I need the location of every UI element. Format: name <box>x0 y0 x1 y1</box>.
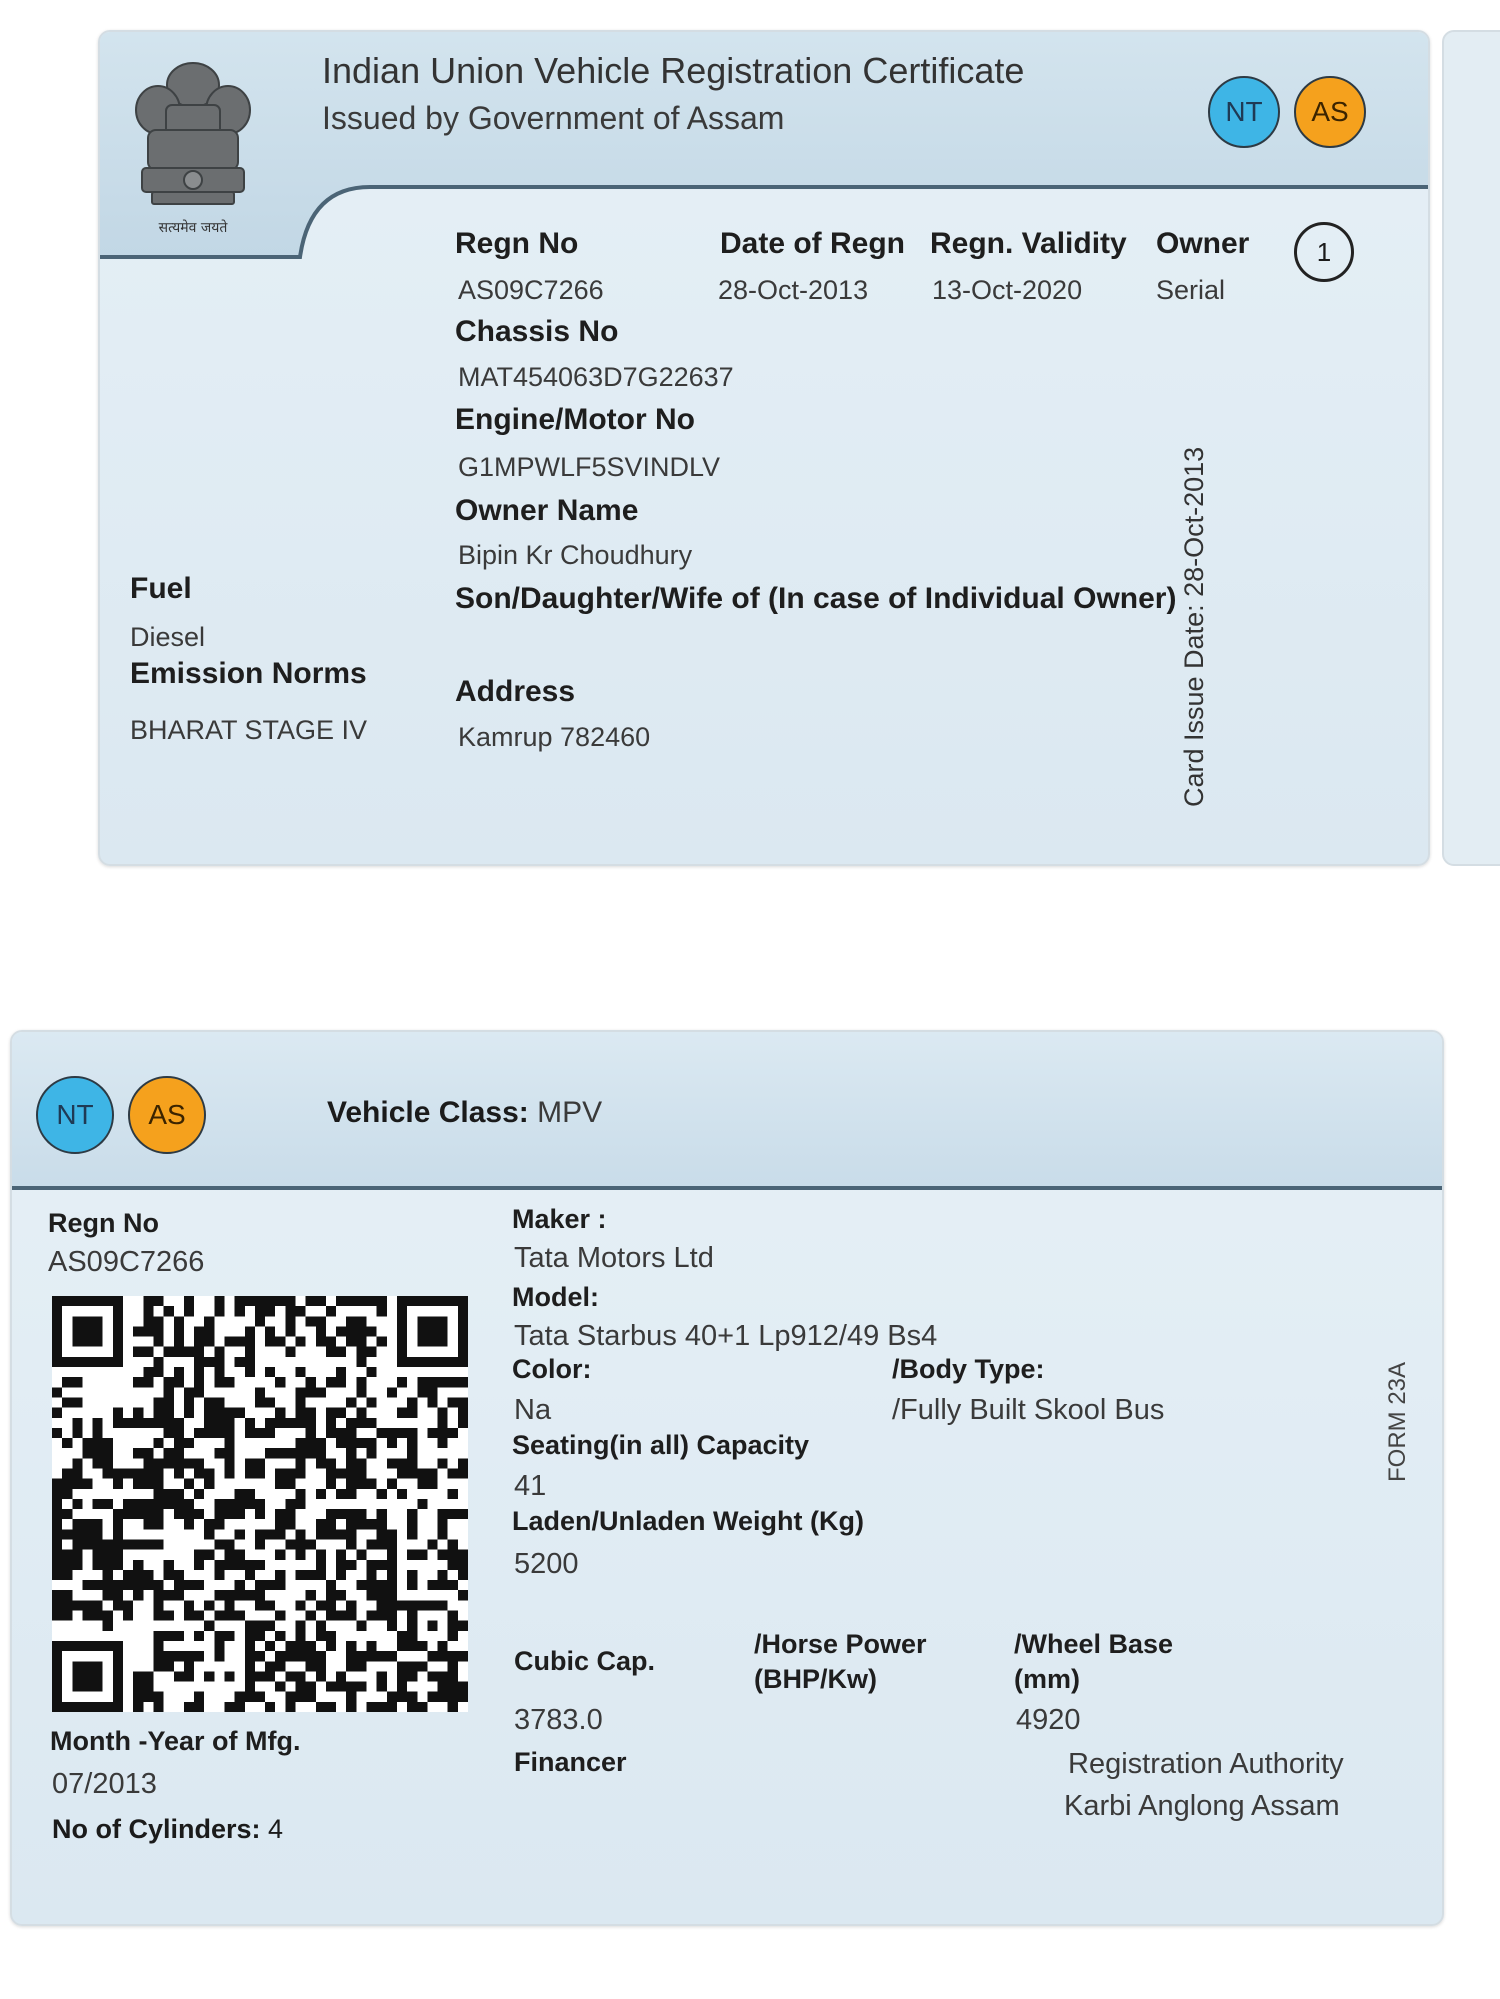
engine-no-value: G1MPWLF5SVINDLV <box>458 452 721 482</box>
financer-label: Financer <box>514 1747 627 1777</box>
nt-badge-back: NT <box>36 1076 114 1154</box>
regn-validity-label: Regn. Validity <box>930 227 1127 260</box>
body-type-label: /Body Type: <box>892 1354 1045 1384</box>
color-label: Color: <box>512 1354 592 1384</box>
mfg-value: 07/2013 <box>52 1768 157 1800</box>
owner-name-value: Bipin Kr Choudhury <box>458 540 693 570</box>
emission-norms-label: Emission Norms <box>130 657 367 690</box>
address-value: Kamrup 782460 <box>458 722 651 752</box>
chassis-no-label: Chassis No <box>455 315 619 348</box>
owner-name-label: Owner Name <box>455 494 639 527</box>
card-subtitle: Issued by Government of Assam <box>322 100 785 136</box>
vehicle-class-label: Vehicle Class: <box>327 1096 529 1129</box>
card-title: Indian Union Vehicle Registration Certificate <box>322 50 1025 91</box>
color-value: Na <box>514 1394 552 1426</box>
date-of-regn-label: Date of Regn <box>720 227 906 260</box>
cylinders-value: 4 <box>268 1814 284 1844</box>
cubic-cap-value: 3783.0 <box>514 1704 603 1736</box>
nt-badge: NT <box>1208 76 1280 148</box>
fuel-value: Diesel <box>130 622 206 652</box>
cubic-cap-label: Cubic Cap. <box>514 1646 656 1676</box>
maker-value: Tata Motors Ltd <box>514 1242 714 1274</box>
back-regn-no-value: AS09C7266 <box>48 1246 205 1278</box>
wheel-base-value: 4920 <box>1016 1704 1081 1736</box>
chassis-no-value: MAT454063D7G22637 <box>458 362 734 392</box>
regn-no-value: AS09C7266 <box>458 275 604 305</box>
engine-no-label: Engine/Motor No <box>455 403 695 436</box>
national-emblem-icon <box>128 50 258 240</box>
vehicle-class-value: MPV <box>537 1096 603 1129</box>
model-label: Model: <box>512 1282 599 1312</box>
regn-validity-value: 13-Oct-2020 <box>932 275 1083 305</box>
registration-authority-value: Karbi Anglong Assam <box>1064 1790 1340 1822</box>
back-regn-no-label: Regn No <box>48 1208 159 1238</box>
horse-power-unit: (BHP/Kw) <box>754 1664 877 1694</box>
cylinders <box>52 1814 283 1845</box>
next-card-edge <box>1442 30 1500 866</box>
seating-label: Seating(in all) Capacity <box>512 1430 810 1460</box>
maker-label: Maker : <box>512 1204 607 1234</box>
weight-label: Laden/Unladen Weight (Kg) <box>512 1506 864 1536</box>
owner-serial-label: Owner <box>1156 227 1250 260</box>
mfg-label: Month -Year of Mfg. <box>50 1726 301 1756</box>
date-of-regn-value: 28-Oct-2013 <box>718 275 869 305</box>
vehicle-class <box>327 1096 602 1130</box>
form-number: FORM 23A <box>1384 1361 1411 1482</box>
weight-value: 5200 <box>514 1548 579 1580</box>
fuel-label: Fuel <box>130 572 192 605</box>
as-badge: AS <box>1294 76 1366 148</box>
wheel-base-unit: (mm) <box>1014 1664 1080 1694</box>
cylinders-label: No of Cylinders: <box>52 1814 261 1844</box>
emission-norms-value: BHARAT STAGE IV <box>130 715 368 745</box>
regn-no-label: Regn No <box>455 227 579 260</box>
card-issue-date: Card Issue Date: 28-Oct-2013 <box>1179 446 1209 807</box>
relation-label: Son/Daughter/Wife of (In case of Individual Owner) <box>455 582 1177 615</box>
wheel-base-label: /Wheel Base <box>1014 1629 1174 1659</box>
horse-power-label: /Horse Power <box>754 1629 927 1659</box>
registration-card-back <box>10 1030 1444 1926</box>
registration-card-front <box>98 30 1430 866</box>
body-type-value: /Fully Built Skool Bus <box>892 1394 1165 1426</box>
qr-code-icon <box>52 1296 468 1712</box>
registration-authority-label: Registration Authority <box>1068 1748 1344 1780</box>
emblem-motto: सत्यमेव जयते <box>158 220 228 236</box>
owner-serial-value: Serial <box>1156 275 1226 305</box>
model-value: Tata Starbus 40+1 Lp912/49 Bs4 <box>514 1320 938 1352</box>
address-label: Address <box>455 675 576 708</box>
as-badge-back: AS <box>128 1076 206 1154</box>
owner-serial-circle: 1 <box>1294 222 1354 282</box>
seating-value: 41 <box>514 1470 547 1502</box>
back-header-band <box>12 1032 1442 1190</box>
